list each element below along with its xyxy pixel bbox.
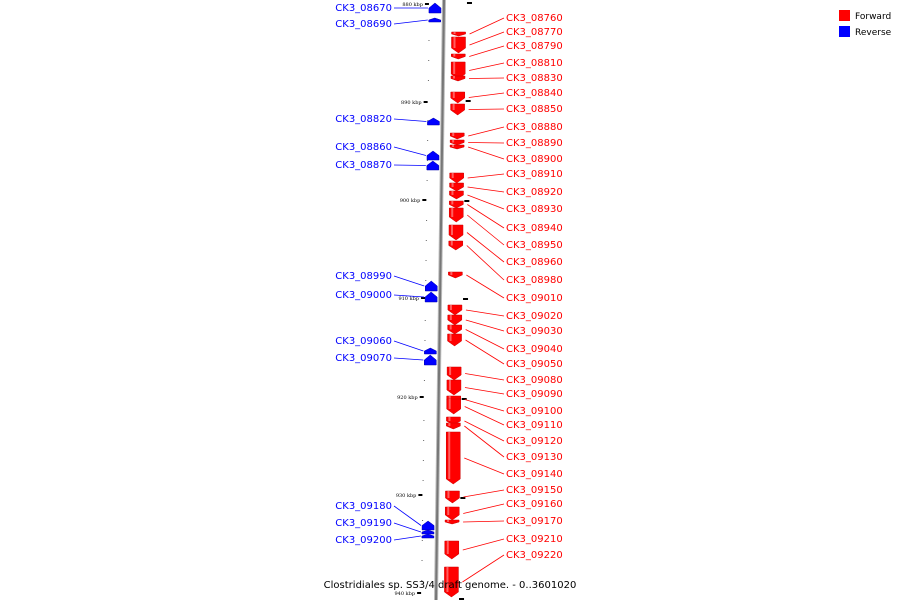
forward-gene-label[interactable]: CK3_09210	[506, 534, 563, 545]
gene-highlight	[453, 92, 455, 98]
tick-label: 940 kbp	[394, 591, 416, 597]
forward-gene-label[interactable]: CK3_08910	[506, 169, 563, 180]
forward-leader-line	[463, 521, 504, 522]
reverse-gene-label[interactable]: CK3_08990	[335, 271, 392, 282]
minor-tick	[426, 240, 427, 241]
forward-leader-line	[468, 143, 504, 144]
gene-highlight	[449, 380, 451, 390]
forward-gene-label[interactable]: CK3_08760	[506, 13, 563, 24]
minor-tick	[428, 80, 429, 81]
tick-mark	[418, 494, 422, 496]
reverse-gene-glyph[interactable]	[427, 118, 439, 125]
forward-gene-label[interactable]: CK3_08980	[506, 275, 563, 286]
forward-leader-line	[470, 32, 504, 45]
forward-leader-line	[469, 46, 504, 57]
reverse-gene-label[interactable]: CK3_09180	[335, 501, 392, 512]
forward-leader-line	[462, 555, 504, 582]
forward-gene-label[interactable]: CK3_08770	[506, 27, 563, 38]
gene-highlight	[454, 32, 456, 34]
minor-tick	[423, 420, 424, 421]
minor-tick	[427, 180, 428, 181]
gene-highlight	[450, 305, 452, 310]
reverse-gene-glyph[interactable]	[424, 355, 436, 365]
tick-label: 880 kbp	[402, 2, 423, 8]
gene-highlight	[447, 491, 449, 498]
gene-highlight	[447, 541, 449, 554]
forward-gene-label[interactable]: CK3_08890	[506, 138, 563, 149]
forward-leader-line	[466, 330, 504, 350]
gene-highlight	[451, 201, 453, 205]
reverse-gene-glyph[interactable]	[429, 3, 441, 13]
gene-highlight	[452, 145, 454, 147]
reverse-gene-glyph[interactable]	[429, 18, 441, 22]
forward-gene-label[interactable]: CK3_09090	[506, 389, 563, 400]
forward-gene-label[interactable]: CK3_08810	[506, 58, 563, 69]
reverse-leader-line	[394, 536, 421, 540]
forward-leader-line	[467, 205, 504, 229]
gene-highlight	[454, 37, 456, 48]
reverse-leader-line	[394, 523, 421, 532]
forward-gene-label[interactable]: CK3_08830	[506, 73, 563, 84]
tick-mark	[420, 396, 424, 398]
gene-highlight	[451, 225, 453, 235]
reverse-leader-line	[394, 147, 426, 156]
minor-tick	[423, 460, 424, 461]
tick-mark	[464, 200, 469, 202]
tick-label: 920 kbp	[397, 395, 418, 401]
minor-tick	[425, 320, 426, 321]
minor-tick	[424, 340, 425, 341]
forward-leader-line	[469, 78, 504, 79]
gene-highlight	[452, 183, 454, 187]
forward-gene-label[interactable]: CK3_08790	[506, 41, 563, 52]
forward-leader-line	[463, 539, 504, 550]
forward-gene-label[interactable]: CK3_08930	[506, 204, 563, 215]
forward-leader-line	[466, 340, 504, 364]
forward-leader-line	[465, 388, 504, 395]
reverse-gene-label[interactable]: CK3_08670	[335, 3, 392, 14]
legend-reverse-label: Reverse	[855, 28, 892, 38]
gene-highlight	[449, 367, 451, 375]
reverse-leader-line	[394, 276, 424, 286]
forward-gene-label[interactable]: CK3_09080	[506, 375, 563, 386]
forward-leader-line	[469, 63, 504, 71]
forward-leader-line	[467, 246, 504, 281]
gene-highlight	[452, 133, 454, 136]
forward-leader-line	[468, 187, 504, 192]
forward-gene-label[interactable]: CK3_09220	[506, 550, 563, 561]
reverse-leader-line	[394, 506, 421, 526]
minor-tick	[428, 40, 429, 41]
minor-tick	[425, 280, 426, 281]
forward-gene-label[interactable]: CK3_09010	[506, 293, 563, 304]
forward-gene-label[interactable]: CK3_09050	[506, 359, 563, 370]
legend-forward-label: Forward	[855, 12, 892, 22]
reverse-leader-line	[394, 165, 426, 166]
reverse-gene-glyph[interactable]	[422, 521, 434, 530]
forward-gene-label[interactable]: CK3_08850	[506, 104, 563, 115]
gene-highlight	[448, 423, 450, 426]
forward-leader-line	[467, 195, 504, 209]
minor-tick	[424, 380, 425, 381]
minor-tick	[422, 540, 423, 541]
minor-tick	[428, 60, 429, 61]
reverse-leader-line	[394, 20, 428, 24]
gene-highlight	[451, 208, 453, 217]
legend-reverse-swatch	[839, 26, 850, 37]
forward-leader-line	[466, 310, 504, 316]
forward-leader-line	[469, 93, 504, 98]
tick-mark	[466, 100, 471, 102]
forward-leader-line	[467, 233, 504, 263]
gene-highlight	[448, 417, 450, 421]
forward-gene-label[interactable]: CK3_09130	[506, 452, 563, 463]
gene-highlight	[450, 315, 452, 320]
gene-highlight	[453, 62, 455, 74]
forward-leader-line	[468, 127, 504, 136]
minor-tick	[426, 220, 427, 221]
reverse-gene-label[interactable]: CK3_09000	[335, 290, 392, 301]
reverse-gene-label[interactable]: CK3_09070	[335, 353, 392, 364]
reverse-gene-glyph[interactable]	[425, 281, 437, 291]
forward-gene-label[interactable]: CK3_08940	[506, 223, 563, 234]
gene-highlight	[453, 104, 455, 110]
gene-highlight	[451, 191, 453, 195]
forward-gene-label[interactable]: CK3_09020	[506, 311, 563, 322]
forward-leader-line	[463, 504, 504, 514]
forward-gene-label[interactable]: CK3_08950	[506, 240, 563, 251]
gene-highlight	[452, 140, 454, 143]
reverse-gene-glyph[interactable]	[427, 161, 439, 170]
reverse-gene-glyph[interactable]	[422, 534, 434, 538]
tick-mark	[424, 101, 428, 103]
tick-label: 910 kbp	[398, 296, 420, 302]
forward-leader-line	[470, 18, 504, 34]
forward-leader-line	[468, 174, 504, 178]
tick-label: 890 kbp	[401, 100, 422, 106]
reverse-leader-line	[394, 341, 423, 351]
gene-highlight	[450, 325, 452, 330]
reverse-gene-glyph[interactable]	[424, 348, 436, 354]
forward-leader-line	[465, 374, 504, 381]
minor-tick	[427, 140, 428, 141]
reverse-gene-glyph[interactable]	[427, 151, 439, 160]
gene-highlight	[447, 507, 449, 515]
forward-gene-label[interactable]: CK3_08960	[506, 257, 563, 268]
tick-mark	[460, 497, 465, 499]
forward-gene-label[interactable]: CK3_09170	[506, 516, 563, 527]
gene-highlight	[450, 334, 452, 341]
forward-gene-label[interactable]: CK3_09100	[506, 406, 563, 417]
forward-leader-line	[469, 109, 504, 110]
reverse-gene-label[interactable]: CK3_08870	[335, 160, 392, 171]
tick-mark	[425, 3, 429, 5]
reverse-gene-glyph[interactable]	[425, 292, 437, 302]
forward-gene-label[interactable]: CK3_08920	[506, 187, 563, 198]
reverse-leader-line	[394, 119, 426, 122]
forward-leader-line	[468, 147, 504, 159]
tick-label: 930 kbp	[395, 493, 417, 499]
reverse-gene-label[interactable]: CK3_09060	[335, 336, 392, 347]
forward-gene-label[interactable]: CK3_09160	[506, 499, 563, 510]
minor-tick	[422, 520, 423, 521]
forward-gene-label[interactable]: CK3_09140	[506, 469, 563, 480]
reverse-gene-glyph[interactable]	[422, 530, 434, 534]
gene-highlight	[447, 520, 449, 522]
forward-leader-line	[467, 215, 504, 245]
tick-mark	[467, 2, 472, 4]
forward-gene-label[interactable]: CK3_09040	[506, 344, 563, 355]
minor-tick	[426, 260, 427, 261]
gene-highlight	[450, 272, 452, 275]
gene-highlight	[448, 432, 450, 479]
legend-forward-swatch	[839, 10, 850, 21]
reverse-gene-label[interactable]: CK3_08690	[335, 19, 392, 30]
forward-leader-line	[463, 490, 504, 497]
tick-mark	[463, 298, 468, 300]
forward-leader-line	[464, 458, 504, 474]
gene-highlight	[453, 54, 455, 57]
forward-gene-label[interactable]: CK3_09120	[506, 436, 563, 447]
minor-tick	[423, 440, 424, 441]
forward-leader-line	[466, 275, 504, 298]
forward-gene-label[interactable]: CK3_08840	[506, 88, 563, 99]
forward-leader-line	[466, 320, 504, 331]
reverse-leader-line	[394, 358, 423, 360]
map-title: Clostridiales sp. SS3/4 draft genome. - 0..3601020	[323, 580, 577, 591]
tick-label: 900 kbp	[399, 198, 421, 204]
reverse-gene-label[interactable]: CK3_09200	[335, 535, 392, 546]
reverse-gene-label[interactable]: CK3_08820	[335, 114, 392, 125]
gene-highlight	[452, 173, 454, 178]
forward-gene-label[interactable]: CK3_09150	[506, 485, 563, 496]
gene-highlight	[453, 76, 455, 79]
tick-mark	[417, 592, 421, 594]
tick-mark	[422, 199, 426, 201]
reverse-gene-label[interactable]: CK3_09190	[335, 518, 392, 529]
gene-highlight	[451, 241, 453, 246]
forward-gene-label[interactable]: CK3_08900	[506, 154, 563, 165]
minor-tick	[422, 560, 423, 561]
reverse-gene-label[interactable]: CK3_08860	[335, 142, 392, 153]
forward-gene-label[interactable]: CK3_09030	[506, 326, 563, 337]
minor-tick	[423, 480, 424, 481]
forward-gene-label[interactable]: CK3_09110	[506, 420, 563, 431]
gene-highlight	[449, 399, 451, 409]
forward-gene-label[interactable]: CK3_08880	[506, 122, 563, 133]
legend	[839, 10, 892, 38]
